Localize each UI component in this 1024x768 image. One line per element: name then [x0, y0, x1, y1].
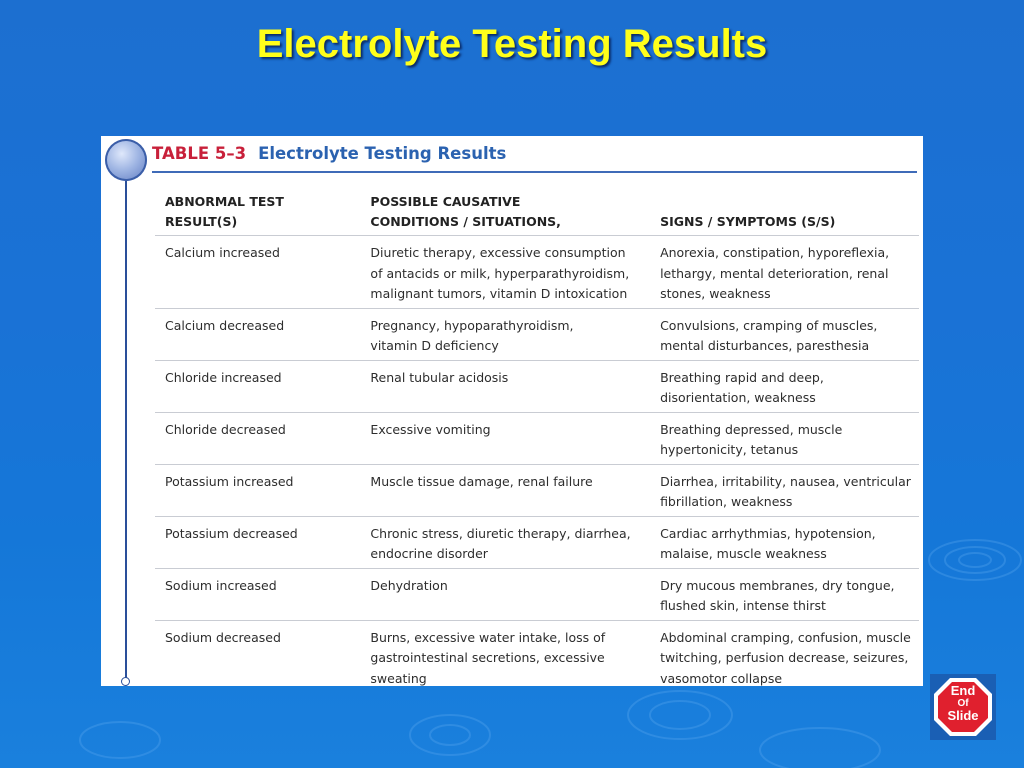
cell-causative-conditions — [360, 236, 650, 309]
sign-line: Anorexia, constipation, hyporeflexia, — [660, 245, 890, 260]
cell-test-result: Chloride increased — [155, 360, 360, 412]
cell-signs-symptoms — [650, 620, 919, 692]
table-body — [155, 236, 919, 693]
cell-signs-symptoms — [650, 236, 919, 309]
cell-causative-conditions — [360, 360, 650, 412]
header-causative-line2: CONDITIONS / SITUATIONS, — [370, 214, 561, 229]
header-abnormal-test-result: ABNORMAL TEST RESULT(S) — [165, 194, 284, 229]
cause-line: Dehydration — [370, 577, 448, 593]
sign-line: Breathing rapid and deep, — [660, 369, 824, 385]
sign-line: Abdominal cramping, confusion, muscle — [660, 629, 911, 645]
cell-signs-symptoms — [650, 516, 919, 568]
end-of-slide-button[interactable] — [930, 674, 996, 740]
table-row — [155, 360, 919, 412]
cause-line: Chronic stress, diuretic therapy, diarrhea, — [370, 525, 631, 541]
cell-signs-symptoms — [650, 412, 919, 464]
table-row — [155, 412, 919, 464]
cell-causative-conditions — [360, 308, 650, 360]
cell-signs-symptoms — [650, 464, 919, 516]
cell-test-result: Calcium decreased — [155, 308, 360, 360]
electrolyte-table — [155, 192, 919, 692]
cell-signs-symptoms — [650, 360, 919, 412]
cause-line: malignant tumors, vitamin D intoxication — [370, 286, 628, 301]
table-number: TABLE 5–3 — [152, 144, 247, 163]
cause-line: endocrine disorder — [370, 546, 488, 561]
cell-test-result: Sodium increased — [155, 568, 360, 620]
cause-line: vitamin D deficiency — [370, 338, 499, 353]
sign-line: Convulsions, cramping of muscles, — [660, 317, 878, 333]
cause-line: Burns, excessive water intake, loss of — [370, 629, 606, 645]
cell-causative-conditions — [360, 516, 650, 568]
sign-line: Diarrhea, irritability, nausea, ventricular — [660, 473, 911, 489]
cause-line: Excessive vomiting — [370, 421, 491, 437]
sign-line: Breathing depressed, muscle — [660, 421, 843, 437]
table-row — [155, 516, 919, 568]
header-causative-conditions — [360, 192, 650, 236]
sign-line: mental disturbances, paresthesia — [660, 338, 870, 353]
sign-line: twitching, perfusion decrease, seizures, — [660, 650, 909, 665]
table-row — [155, 568, 919, 620]
header-causative-line1: POSSIBLE CAUSATIVE — [370, 194, 521, 209]
cause-line: gastrointestinal secretions, excessive — [370, 650, 605, 665]
cell-causative-conditions — [360, 620, 650, 692]
cell-causative-conditions — [360, 412, 650, 464]
sign-line: vasomotor collapse — [660, 670, 783, 686]
cell-test-result: Calcium increased — [155, 236, 360, 309]
decorative-line-end-icon — [121, 677, 130, 686]
cause-line: Renal tubular acidosis — [370, 369, 509, 385]
end-word: End — [950, 683, 976, 698]
table-row — [155, 236, 919, 309]
cause-line: Diuretic therapy, excessive consumption — [370, 245, 626, 260]
cell-causative-conditions — [360, 568, 650, 620]
cell-test-result: Potassium increased — [155, 464, 360, 516]
sign-line: Dry mucous membranes, dry tongue, — [660, 577, 895, 593]
table-header-row — [155, 192, 919, 236]
sign-line: disorientation, weakness — [660, 390, 816, 405]
table-figure — [101, 136, 923, 686]
cell-signs-symptoms — [650, 308, 919, 360]
sign-line: hypertonicity, tetanus — [660, 442, 799, 457]
table-row — [155, 464, 919, 516]
decorative-sphere-icon — [105, 139, 147, 181]
cell-signs-symptoms — [650, 568, 919, 620]
sign-line: Cardiac arrhythmias, hypotension, — [660, 525, 876, 541]
header-signs-symptoms: SIGNS / SYMPTOMS (S/S) — [660, 214, 836, 229]
table-heading — [152, 144, 506, 163]
cause-line: Muscle tissue damage, renal failure — [370, 473, 593, 489]
cell-causative-conditions — [360, 464, 650, 516]
sign-line: malaise, muscle weakness — [660, 546, 827, 561]
sign-line: fibrillation, weakness — [660, 494, 793, 509]
sign-line: lethargy, mental deterioration, renal — [660, 265, 889, 281]
cause-line: sweating — [370, 670, 427, 686]
cell-test-result: Sodium decreased — [155, 620, 360, 692]
table-row — [155, 308, 919, 360]
decorative-vertical-line — [125, 164, 127, 679]
of-word: Of — [957, 698, 969, 709]
table-row — [155, 620, 919, 692]
sign-line: flushed skin, intense thirst — [660, 598, 826, 613]
slide-word: Slide — [947, 708, 979, 723]
end-of-slide-label — [930, 684, 996, 723]
cause-line: of antacids or milk, hyperparathyroidism, — [370, 265, 630, 281]
table-caption: Electrolyte Testing Results — [258, 144, 507, 163]
heading-divider — [152, 171, 917, 173]
slide-title: Electrolyte Testing Results — [256, 22, 768, 66]
cell-test-result: Chloride decreased — [155, 412, 360, 464]
cause-line: Pregnancy, hypoparathyroidism, — [370, 317, 574, 333]
sign-line: stones, weakness — [660, 286, 771, 301]
cell-test-result: Potassium decreased — [155, 516, 360, 568]
